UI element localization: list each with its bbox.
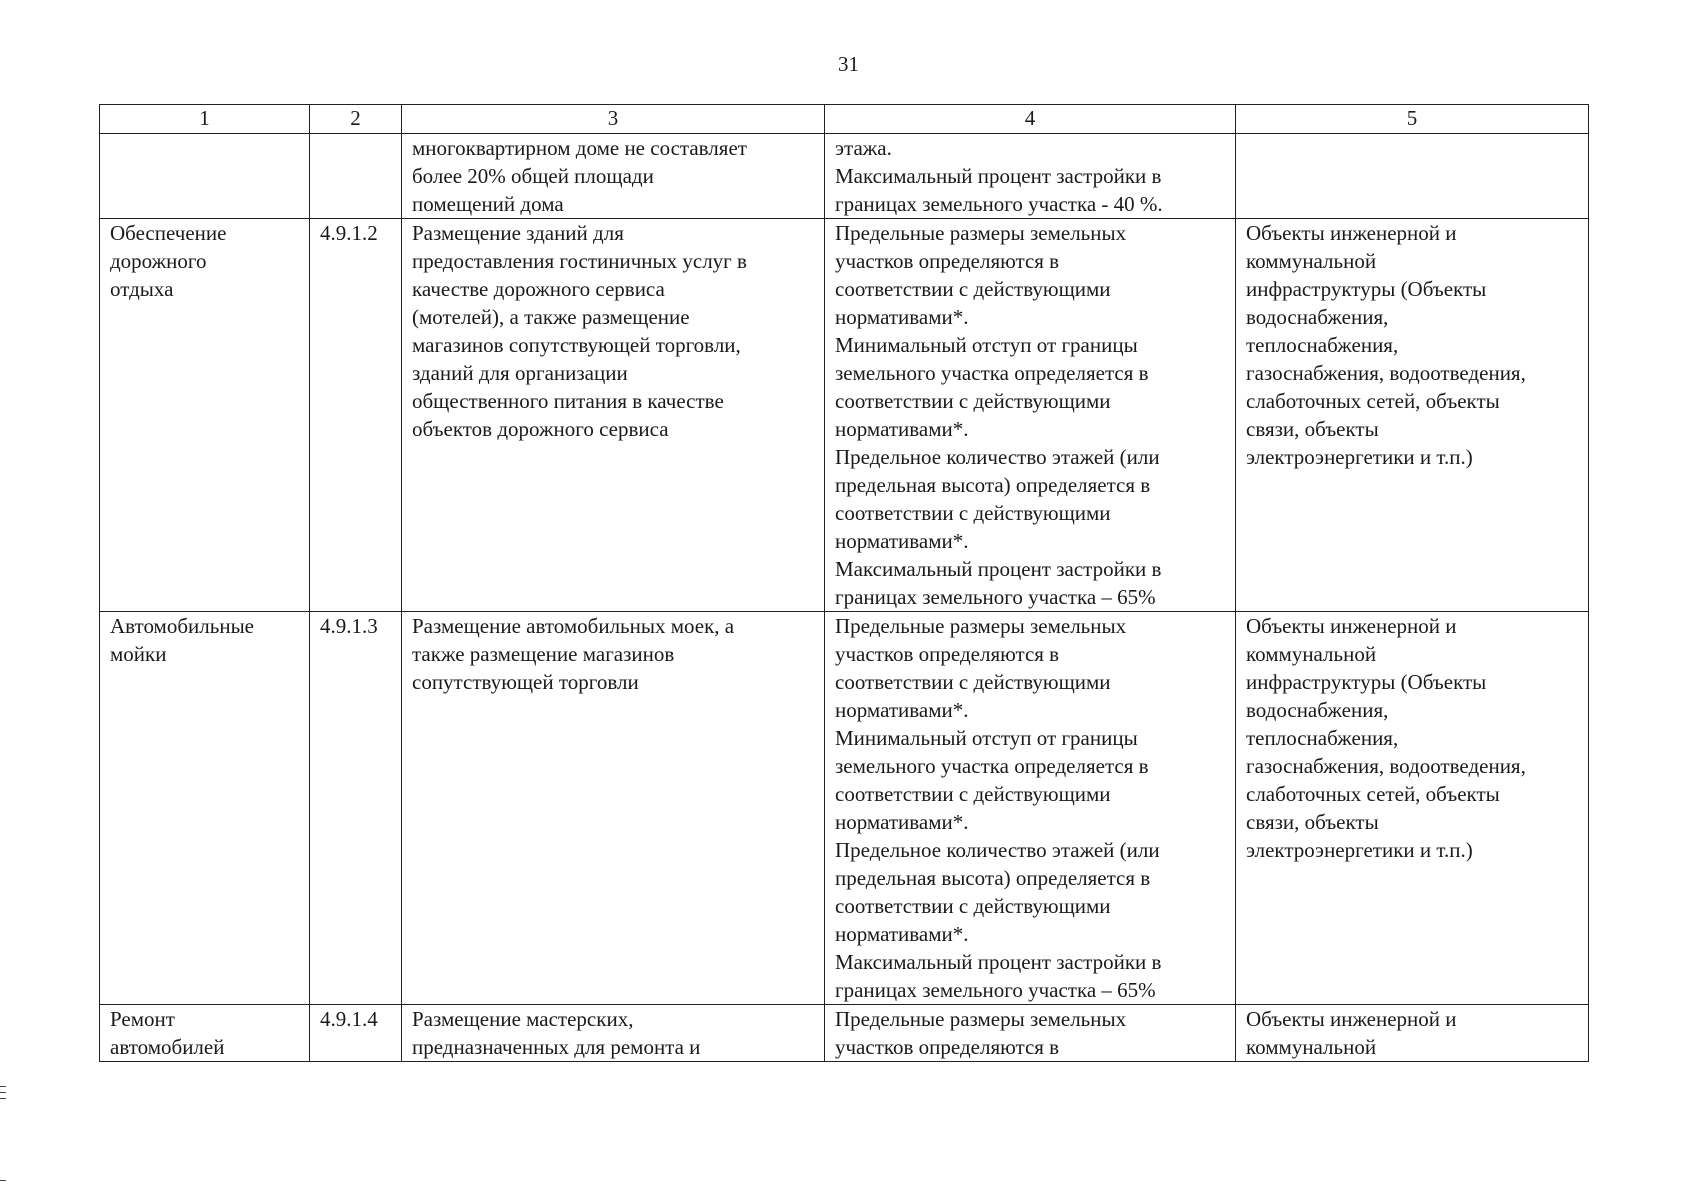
text-line: слаботочных сетей, объекты: [1246, 782, 1500, 806]
text-line: Максимальный процент застройки в: [835, 557, 1162, 581]
text-line: Максимальный процент застройки в: [835, 950, 1162, 974]
parameters-cell: [825, 612, 1236, 1005]
text-line: также размещение магазинов: [412, 642, 675, 666]
parameters-cell: [825, 134, 1236, 219]
use-name-cell: [100, 134, 310, 219]
text-line: границах земельного участка – 65%: [835, 978, 1156, 1002]
parameters-cell: [825, 1005, 1236, 1062]
text-line: зданий для организации: [412, 361, 628, 385]
text-line: Предельные размеры земельных: [835, 614, 1127, 638]
text-line: Минимальный отступ от границы: [835, 726, 1138, 750]
text-line: отдыха: [110, 277, 174, 301]
text-line: более 20% общей площади: [412, 164, 654, 188]
text-line: Максимальный процент застройки в: [835, 164, 1162, 188]
parameters-cell: [825, 219, 1236, 612]
text-line: земельного участка определяется в: [835, 754, 1149, 778]
text-line: границах земельного участка – 65%: [835, 585, 1156, 609]
margin-mark: [0, 1098, 6, 1099]
text-line: электроэнергетики и т.п.): [1246, 838, 1473, 862]
text-line: соответствии с действующими: [835, 670, 1111, 694]
text-line: связи, объекты: [1246, 417, 1379, 441]
use-code-cell: 4.9.1.3: [310, 612, 402, 1005]
text-line: слаботочных сетей, объекты: [1246, 389, 1500, 413]
text-line: земельного участка определяется в: [835, 361, 1149, 385]
text-line: нормативами*.: [835, 810, 969, 834]
auxiliary-uses-cell: [1236, 134, 1589, 219]
text-line: (мотелей), а также размещение: [412, 305, 690, 329]
text-line: водоснабжения,: [1246, 305, 1389, 329]
text-line: участков определяются в: [835, 249, 1060, 273]
text-line: Объекты инженерной и: [1246, 1007, 1457, 1031]
text-line: Обеспечение: [110, 221, 227, 245]
text-line: Объекты инженерной и: [1246, 221, 1457, 245]
auxiliary-uses-cell: [1236, 1005, 1589, 1062]
text-line: соответствии с действующими: [835, 389, 1111, 413]
use-name-cell: [100, 1005, 310, 1062]
use-name-cell: [100, 612, 310, 1005]
text-line: предназначенных для ремонта и: [412, 1035, 701, 1059]
use-code-cell: 4.9.1.4: [310, 1005, 402, 1062]
text-line: качестве дорожного сервиса: [412, 277, 665, 301]
text-line: предельная высота) определяется в: [835, 866, 1151, 890]
text-line: связи, объекты: [1246, 810, 1379, 834]
text-line: автомобилей: [110, 1035, 225, 1059]
table-row: [100, 612, 1589, 1005]
use-description-cell: [402, 219, 825, 612]
text-line: Размещение зданий для: [412, 221, 624, 245]
use-code-cell: [310, 134, 402, 219]
table-row: [100, 1005, 1589, 1062]
text-line: предельная высота) определяется в: [835, 473, 1151, 497]
text-line: теплоснабжения,: [1246, 726, 1399, 750]
text-line: водоснабжения,: [1246, 698, 1389, 722]
text-line: нормативами*.: [835, 417, 969, 441]
auxiliary-uses-cell: [1236, 219, 1589, 612]
page-number: 31: [838, 52, 859, 76]
text-line: нормативами*.: [835, 922, 969, 946]
text-line: коммунальной: [1246, 249, 1377, 273]
column-header-4: 4: [825, 105, 1236, 134]
text-line: предоставления гостиничных услуг в: [412, 249, 747, 273]
text-line: Предельное количество этажей (или: [835, 838, 1160, 862]
text-line: Размещение автомобильных моек, а: [412, 614, 735, 638]
table-row: [100, 219, 1589, 612]
text-line: объектов дорожного сервиса: [412, 417, 669, 441]
text-line: Предельное количество этажей (или: [835, 445, 1160, 469]
text-line: соответствии с действующими: [835, 894, 1111, 918]
text-line: коммунальной: [1246, 642, 1377, 666]
text-line: общественного питания в качестве: [412, 389, 724, 413]
text-line: Минимальный отступ от границы: [835, 333, 1138, 357]
text-line: соответствии с действующими: [835, 501, 1111, 525]
text-line: коммунальной: [1246, 1035, 1377, 1059]
text-line: сопутствующей торговли: [412, 670, 639, 694]
text-line: нормативами*.: [835, 529, 969, 553]
use-description-cell: [402, 1005, 825, 1062]
table-header-row: [100, 105, 1589, 134]
column-header-2: 2: [310, 105, 402, 134]
text-line: Автомобильные: [110, 614, 254, 638]
text-line: помещений дома: [412, 192, 564, 216]
text-line: нормативами*.: [835, 305, 969, 329]
text-line: многоквартирном доме не составляет: [412, 136, 747, 160]
zoning-table: [99, 104, 1589, 1062]
text-line: нормативами*.: [835, 698, 969, 722]
use-description-cell: [402, 134, 825, 219]
text-line: участков определяются в: [835, 1035, 1060, 1059]
column-header-3: 3: [402, 105, 825, 134]
text-line: электроэнергетики и т.п.): [1246, 445, 1473, 469]
margin-mark: [0, 1092, 6, 1093]
text-line: Размещение мастерских,: [412, 1007, 634, 1031]
text-line: Предельные размеры земельных: [835, 221, 1127, 245]
text-line: границах земельного участка - 40 %.: [835, 192, 1163, 216]
text-line: Ремонт: [110, 1007, 175, 1031]
text-line: соответствии с действующими: [835, 277, 1111, 301]
margin-mark: [0, 1180, 6, 1181]
text-line: инфраструктуры (Объекты: [1246, 670, 1487, 694]
text-line: Объекты инженерной и: [1246, 614, 1457, 638]
text-line: Предельные размеры земельных: [835, 1007, 1127, 1031]
text-line: газоснабжения, водоотведения,: [1246, 361, 1526, 385]
text-line: магазинов сопутствующей торговли,: [412, 333, 741, 357]
text-line: инфраструктуры (Объекты: [1246, 277, 1487, 301]
column-header-1: 1: [100, 105, 310, 134]
margin-mark: [0, 1086, 6, 1087]
use-name-cell: [100, 219, 310, 612]
text-line: участков определяются в: [835, 642, 1060, 666]
use-code-cell: 4.9.1.2: [310, 219, 402, 612]
column-header-5: 5: [1236, 105, 1589, 134]
use-description-cell: [402, 612, 825, 1005]
text-line: соответствии с действующими: [835, 782, 1111, 806]
table-body: [100, 134, 1589, 1062]
table-row: [100, 134, 1589, 219]
text-line: мойки: [110, 642, 167, 666]
text-line: дорожного: [110, 249, 207, 273]
auxiliary-uses-cell: [1236, 612, 1589, 1005]
text-line: теплоснабжения,: [1246, 333, 1399, 357]
text-line: этажа.: [835, 136, 892, 160]
text-line: газоснабжения, водоотведения,: [1246, 754, 1526, 778]
